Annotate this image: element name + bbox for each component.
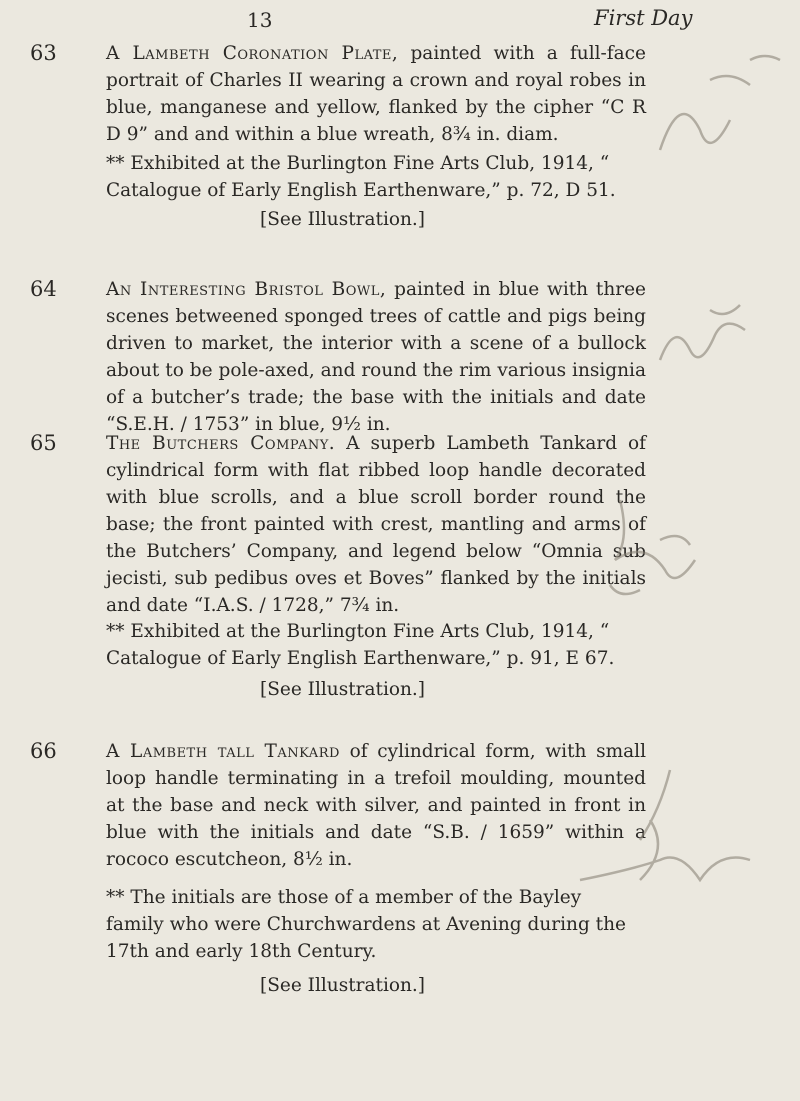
lot-number: 65: [30, 431, 57, 455]
lot-description: [106, 276, 646, 438]
lot-number: 66: [30, 739, 57, 763]
see-illustration: [See Illustration.]: [260, 679, 426, 700]
lot-body: painted with a full-face portrait of Charles II wearing a crown and royal robes in blue, manganese and yellow, flanked by the cipher “C R D 9” and and within a blue wreath, 8¾ in. diam.: [106, 43, 646, 145]
see-illustration: [See Illustration.]: [260, 975, 426, 996]
lot-body: painted in blue with three scenes betweened sponged trees of cattle and pigs being driven to market, the interior with a scene of a bullock about to be pole-axed, and round the rim various insignia of a butcher’s trade; the base with the initials and date “S.E.H. / 1753” in blue, 9½ in.: [106, 279, 646, 435]
lot-intro: An Interesting Bristol Bowl,: [106, 279, 387, 300]
lot-description: [106, 40, 646, 148]
lot-note: ** The initials are those of a member of the Bayley family who were Churchwardens at Avening during the 17th and early 18th Century.: [106, 887, 626, 962]
pencil-annotation: [560, 760, 770, 920]
pencil-annotation: [600, 480, 740, 620]
see-illustration: [See Illustration.]: [260, 209, 426, 230]
lot-number: 64: [30, 277, 57, 301]
running-title: First Day: [594, 6, 693, 30]
lot-number: 63: [30, 41, 57, 65]
lot-note: ** Exhibited at the Burlington Fine Arts Club, 1914, “ Catalogue of Early English Earthenware,” p. 72, D 51.: [106, 153, 616, 201]
lot-description: [106, 430, 646, 619]
lot-intro: A Lambeth Coronation Plate,: [106, 43, 399, 64]
lot-intro: A Lambeth tall Tankard: [106, 741, 340, 762]
lot-note: ** Exhibited at the Burlington Fine Arts Club, 1914, “ Catalogue of Early English Earthenware,” p. 91, E 67.: [106, 621, 615, 669]
pencil-annotation: [650, 290, 780, 390]
lot-body: A superb Lambeth Tankard of cylindrical form with flat ribbed loop handle decorated with blue scrolls, and a blue scroll border round the base; the front painted with crest, mantling and arms of the Butchers’ Company, and legend below “Omnia sub jecisti, sub pedibus oves et Boves” flanked by the initials and date “I.A.S. / 1728,” 7¾ in.: [106, 433, 646, 616]
lot-intro: The Butchers Company.: [106, 433, 336, 454]
page-number: 13: [247, 8, 273, 32]
pencil-annotation: [640, 40, 790, 180]
lot-body: of cylindrical form, with small loop handle terminating in a trefoil moulding, mounted at the base and neck with silver, and painted in front in blue with the initials and date “S.B. / 1659” within a rococo escutcheon, 8½ in.: [106, 741, 646, 870]
